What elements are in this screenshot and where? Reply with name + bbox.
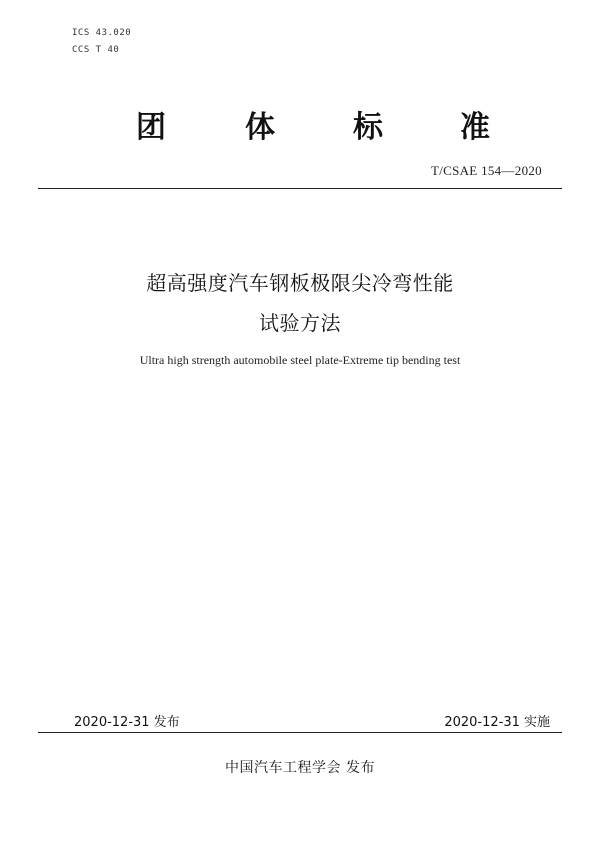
publisher: 中国汽车工程学会 发布 <box>225 760 375 776</box>
standard-type-char: 准 <box>460 110 490 145</box>
bottom-divider <box>38 732 562 733</box>
document-title-zh-line2: 试验方法 <box>259 311 341 335</box>
ics-code: ICS 43.020 <box>72 28 132 38</box>
standard-code: T/CSAE 154—2020 <box>430 163 542 178</box>
standard-type-char: 标 <box>353 110 383 145</box>
ccs-code: CCS T 40 <box>72 45 120 55</box>
document-title-en: Ultra high strength automobile steel plate-Extreme tip bending test <box>139 353 461 367</box>
document-title-zh-line1: 超高强度汽车钢板极限尖冷弯性能 <box>146 271 454 295</box>
standard-type-heading <box>0 108 600 148</box>
top-divider <box>38 188 562 189</box>
implement-date: 2020-12-31 实施 <box>444 715 550 730</box>
standard-type-char: 团 <box>136 110 166 145</box>
standard-type-char: 体 <box>245 110 275 145</box>
publish-date: 2020-12-31 发布 <box>74 715 180 730</box>
